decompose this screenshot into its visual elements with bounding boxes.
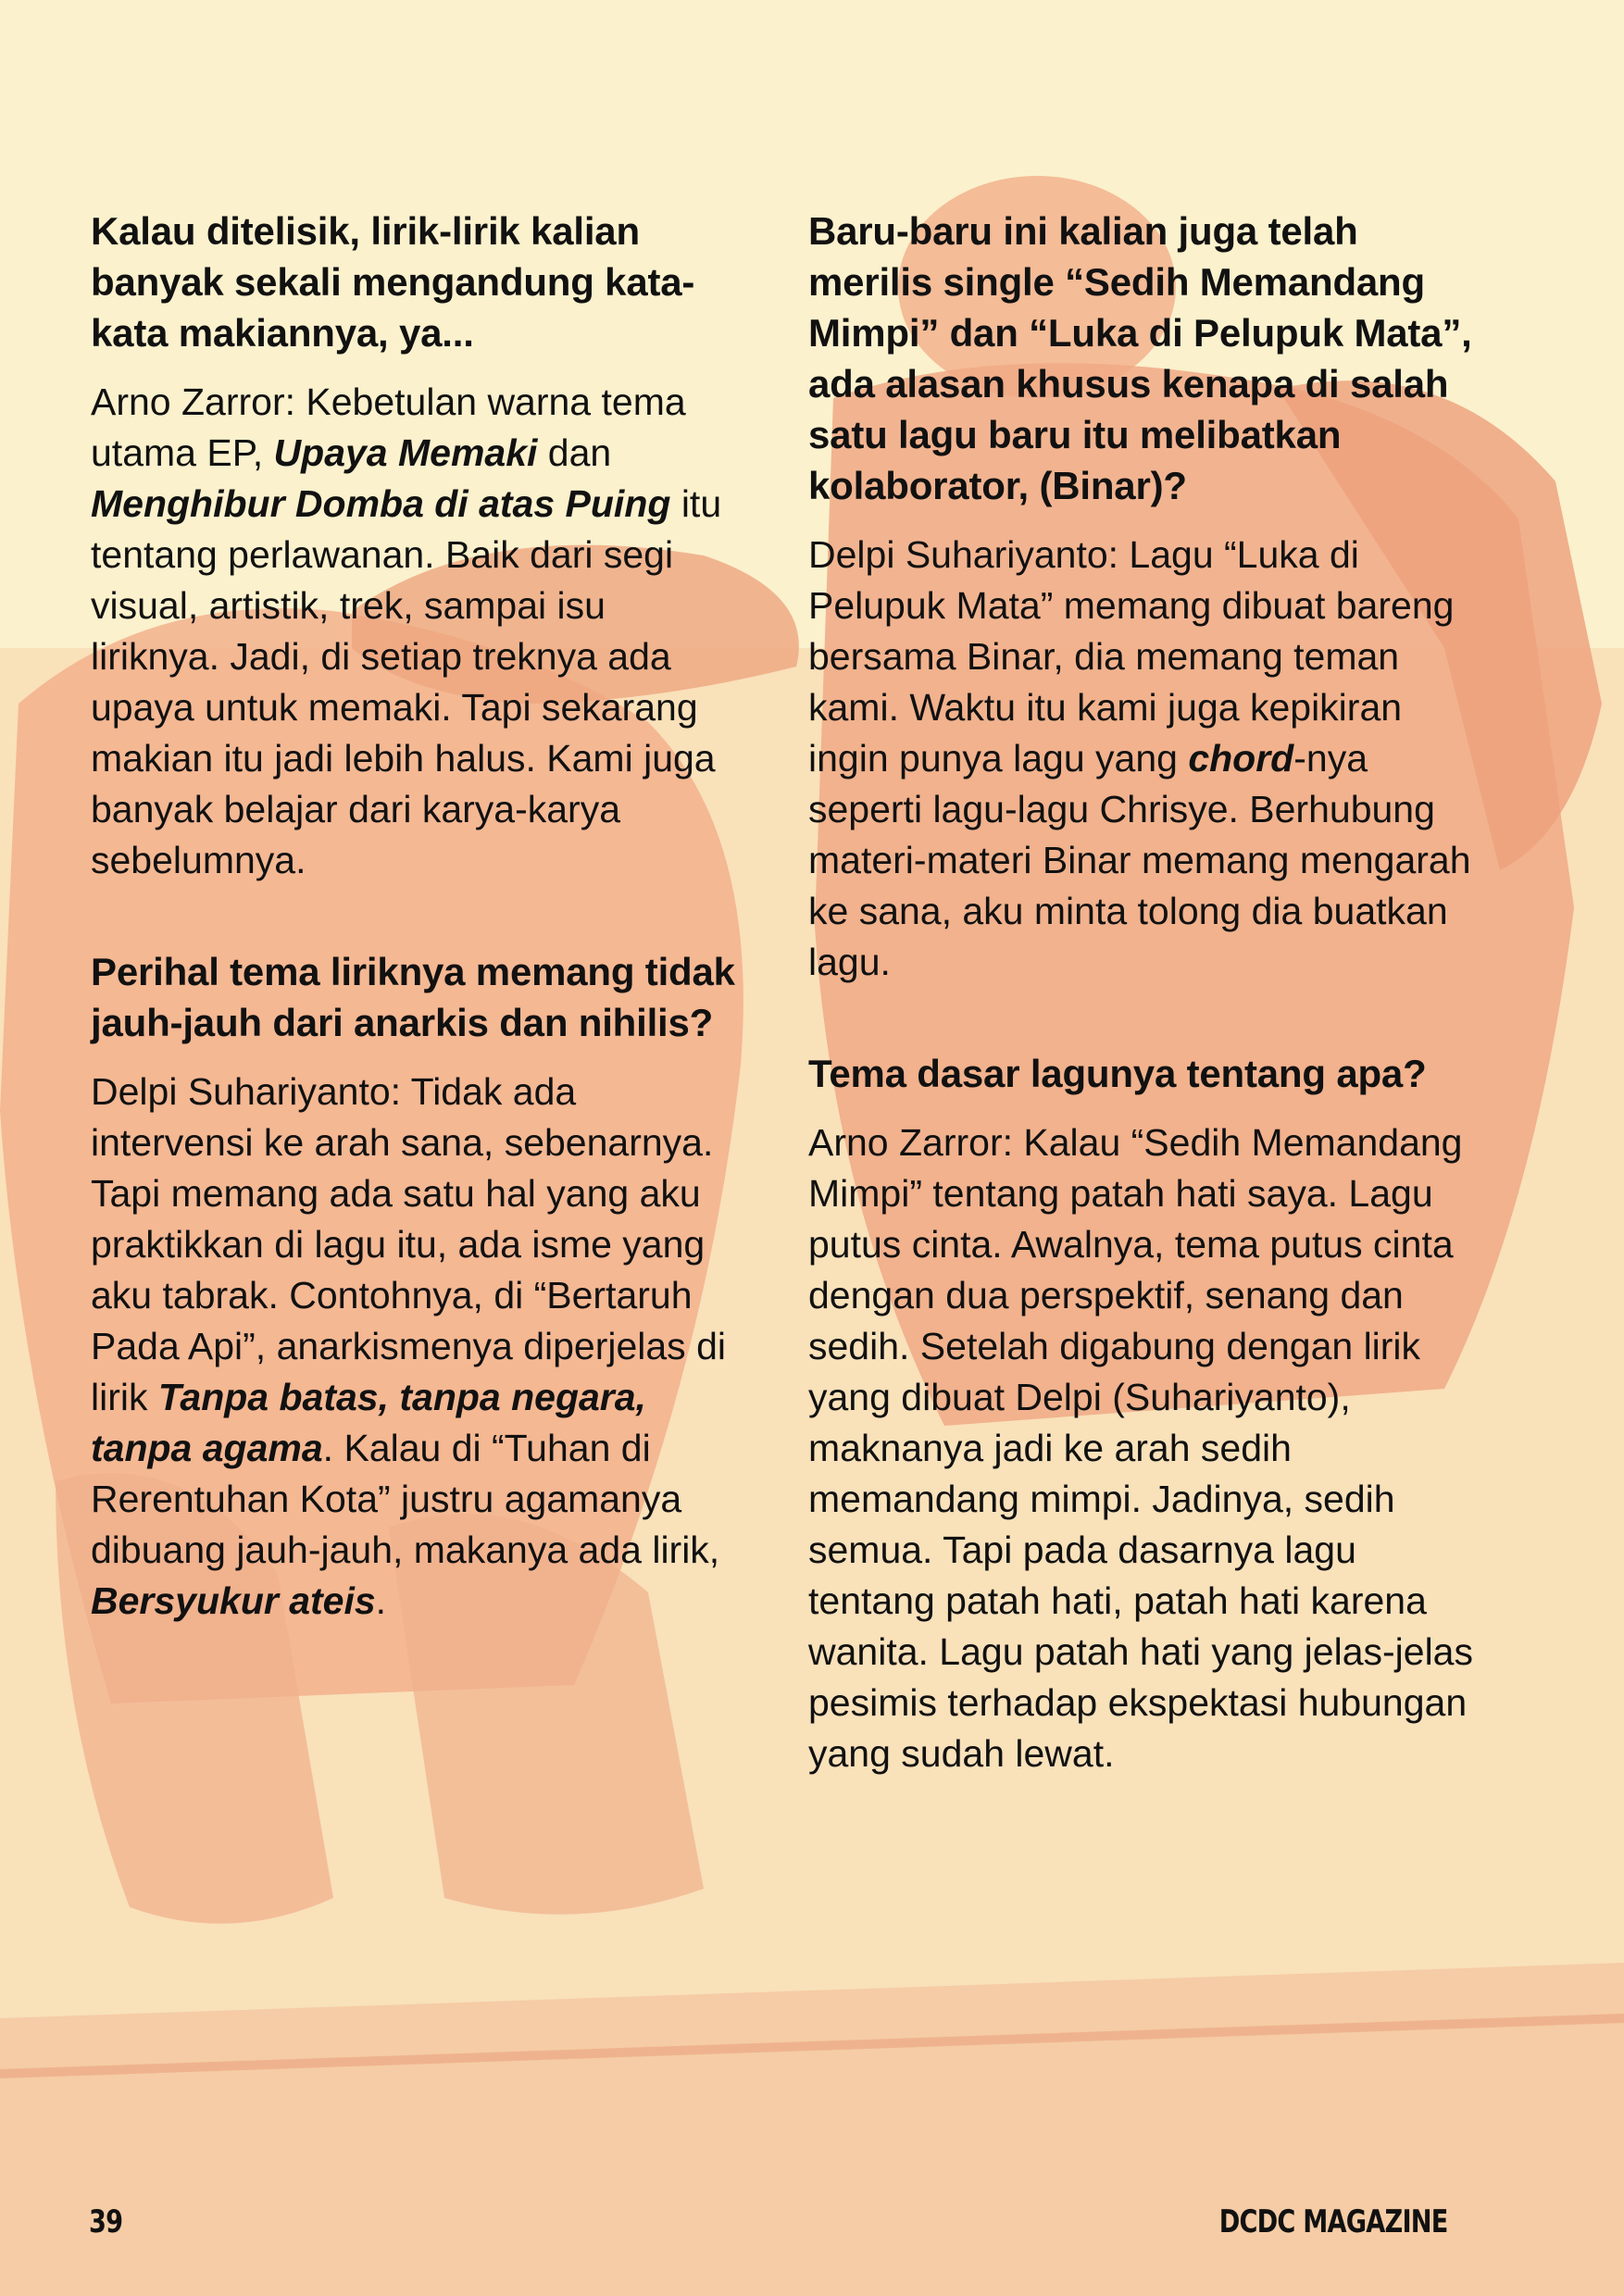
body-text: itu tentang perlawanan. Baik dari segi visual, artistik, trek, sampai isu liriknya. Jadi, di setiap treknya ada upaya untuk memaki. Tapi sekarang makian itu jadi lebih halus. Kami juga banyak belajar dari karya-karya sebelumnya. (91, 482, 722, 881)
emphasis-text: Tanpa batas, tanpa negara, tanpa agama (91, 1376, 646, 1469)
emphasis-text: Bersyukur ateis (91, 1579, 376, 1622)
left-column (91, 206, 739, 1627)
body-text: Delpi Suhariyanto: Tidak ada intervensi ke arah sana, sebenarnya. Tapi memang ada satu hal yang aku praktikkan di lagu itu, ada isme yang aku tabrak. Contohnya, di “Bertaruh Pada Api”, anarkismenya diperjelas di lirik (91, 1070, 726, 1418)
answer-paragraph (91, 377, 739, 886)
question-heading: Tema dasar lagunya tentang apa? (808, 1052, 1427, 1095)
body-text: Arno Zarror: Kebetulan warna tema utama EP, (91, 381, 686, 474)
answer-paragraph (808, 1117, 1475, 1779)
question-heading: Kalau ditelisik, lirik-lirik kalian banyak sekali mengandung kata-kata makiannya, ya... (91, 209, 695, 355)
body-text: -nya seperti lagu-lagu Chrisye. Berhubung materi-materi Binar memang mengarah ke sana, aku minta tolong dia buatkan lagu. (808, 737, 1471, 983)
question-heading: Perihal tema liriknya memang tidak jauh-jauh dari anarkis dan nihilis? (91, 950, 735, 1044)
emphasis-text: Upaya Memaki (273, 431, 538, 474)
answer-paragraph (91, 1067, 739, 1627)
body-text: Delpi Suhariyanto: Lagu “Luka di Pelupuk Mata” memang dibuat bareng bersama Binar, dia memang teman kami. Waktu itu kami juga kepikiran ingin punya lagu yang (808, 533, 1455, 780)
question-heading: Baru-baru ini kalian juga telah merilis single “Sedih Memandang Mimpi” dan “Luka di Pelupuk Mata”, ada alasan khusus kenapa di salah satu lagu baru itu melibatkan kolaborator, (Binar)? (808, 209, 1472, 507)
body-text: Arno Zarror: Kalau “Sedih Memandang Mimpi” tentang patah hati saya. Lagu putus cinta. Awalnya, tema putus cinta dengan dua perspektif, senang dan sedih. Setelah digabung dengan lirik yang dibuat Delpi (Suhariyanto), maknanya jadi ke arah sedih memandang mimpi. Jadinya, sedih semua. Tapi pada dasarnya lagu tentang patah hati, patah hati karena wanita. Lagu patah hati yang jelas-jelas pesimis terhadap ekspektasi hubungan yang sudah lewat. (808, 1121, 1473, 1775)
emphasis-text: chord (1188, 737, 1294, 780)
body-text: . Kalau di “Tuhan di Rerentuhan Kota” justru agamanya dibuang jauh-jauh, makanya ada lirik, (91, 1427, 720, 1571)
emphasis-text: Menghibur Domba di atas Puing (91, 482, 671, 525)
body-text: . (375, 1579, 387, 1622)
right-column (808, 206, 1475, 1779)
magazine-name: DCDC MAGAZINE (1219, 2203, 1448, 2240)
page-number: 39 (89, 2203, 123, 2240)
answer-paragraph (808, 530, 1475, 988)
body-text: dan (537, 431, 612, 474)
